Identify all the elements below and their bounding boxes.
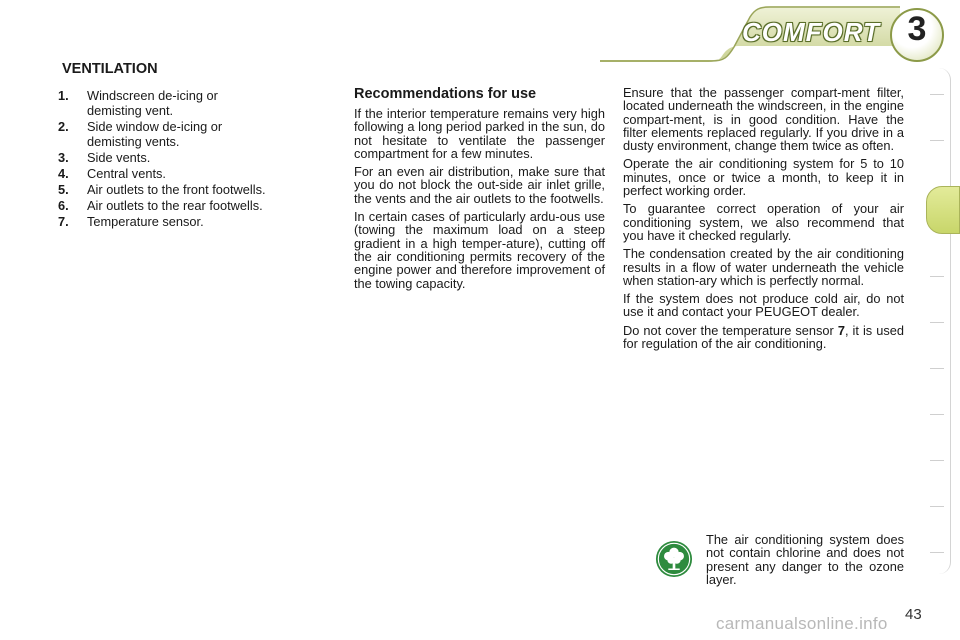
paragraph: For an even air distribution, make sure that you do not block the out-side air inlet grille, the vents and the air outlets to the footwells. (354, 164, 605, 206)
list-item (58, 214, 318, 229)
item-text: Air outlets to the rear footwells. (87, 198, 263, 213)
tree-icon (655, 540, 693, 578)
paragraph: If the system does not produce cold air, do not use it and contact your PEUGEOT dealer. (623, 291, 904, 320)
tab-divider (930, 322, 944, 323)
recommendations-column-1 (354, 107, 605, 295)
paragraph: Operate the air conditioning system for 5 to 10 minutes, once or twice a month, to keep it in perfect working order. (623, 156, 904, 199)
paragraph: If the interior temperature remains very high following a long period parked in the sun, do not hesitate to ventilate the passenger compartment for a few minutes. (354, 106, 605, 161)
item-number: 4. (58, 166, 69, 181)
chapter-number: 3 (907, 10, 927, 48)
active-chapter-tab[interactable] (926, 186, 960, 234)
recommendations-heading: Recommendations for use (354, 86, 537, 102)
sensor-reference: 7 (837, 322, 845, 338)
list-item (58, 150, 318, 165)
item-text: Air outlets to the front footwells. (87, 182, 266, 197)
list-item (58, 88, 318, 118)
chapter-title: COMFORT (742, 17, 880, 47)
tab-divider (930, 460, 944, 461)
list-item (58, 119, 318, 149)
paragraph: The condensation created by the air conditioning results in a flow of water underneath the vehicle when station-ary which is perfectly normal. (623, 246, 904, 288)
tab-divider (930, 276, 944, 277)
page-number: 43 (905, 606, 922, 623)
item-text: Side vents. (87, 150, 151, 165)
eco-note-text: The air conditioning system does not contain chlorine and does not present any danger to the ozone layer. (706, 532, 904, 587)
item-text: Central vents. (87, 166, 166, 181)
tab-divider (930, 506, 944, 507)
list-item (58, 166, 318, 181)
item-text: Side window de-icing or demisting vents. (87, 119, 223, 149)
tab-divider (930, 140, 944, 141)
item-number: 2. (58, 119, 69, 134)
item-number: 3. (58, 150, 69, 165)
tab-divider (930, 94, 944, 95)
sensor-text-before: Do not cover the temperature sensor (623, 322, 838, 338)
item-number: 5. (58, 182, 69, 197)
sensor-text-after: , it is used for regulation of the air conditioning. (623, 322, 904, 352)
item-text: Windscreen de-icing or demisting vent. (87, 88, 218, 118)
item-text: Temperature sensor. (87, 214, 204, 229)
chapter-tab-strip (928, 68, 951, 574)
item-number: 1. (58, 88, 69, 103)
list-item (58, 198, 318, 213)
paragraph: Ensure that the passenger compart-ment filter, located underneath the windscreen, in the engine compart-ment, is in good condition. Have the filter elements replaced regularly. If you drive in a dusty environment, change them twice as often. (623, 85, 904, 154)
watermark: carmanualsonline.info (716, 614, 888, 633)
item-number: 6. (58, 198, 69, 213)
paragraph: In certain cases of particularly ardu-ous use (towing the maximum load on a steep gradient in a high temper-ature), cutting off the air conditioning permits recovery of the engine power and therefore improvement of the towing capacity. (354, 209, 605, 291)
ventilation-list (58, 88, 318, 230)
item-number: 7. (58, 214, 69, 229)
sensor-paragraph (623, 324, 904, 351)
tab-divider (930, 414, 944, 415)
list-item (58, 182, 318, 197)
ventilation-heading: VENTILATION (62, 61, 158, 77)
paragraph: To guarantee correct operation of your air conditioning system, we also recommend that you have it checked regularly. (623, 201, 904, 243)
recommendations-column-2 (623, 86, 904, 355)
tab-divider (930, 368, 944, 369)
tab-divider (930, 552, 944, 553)
